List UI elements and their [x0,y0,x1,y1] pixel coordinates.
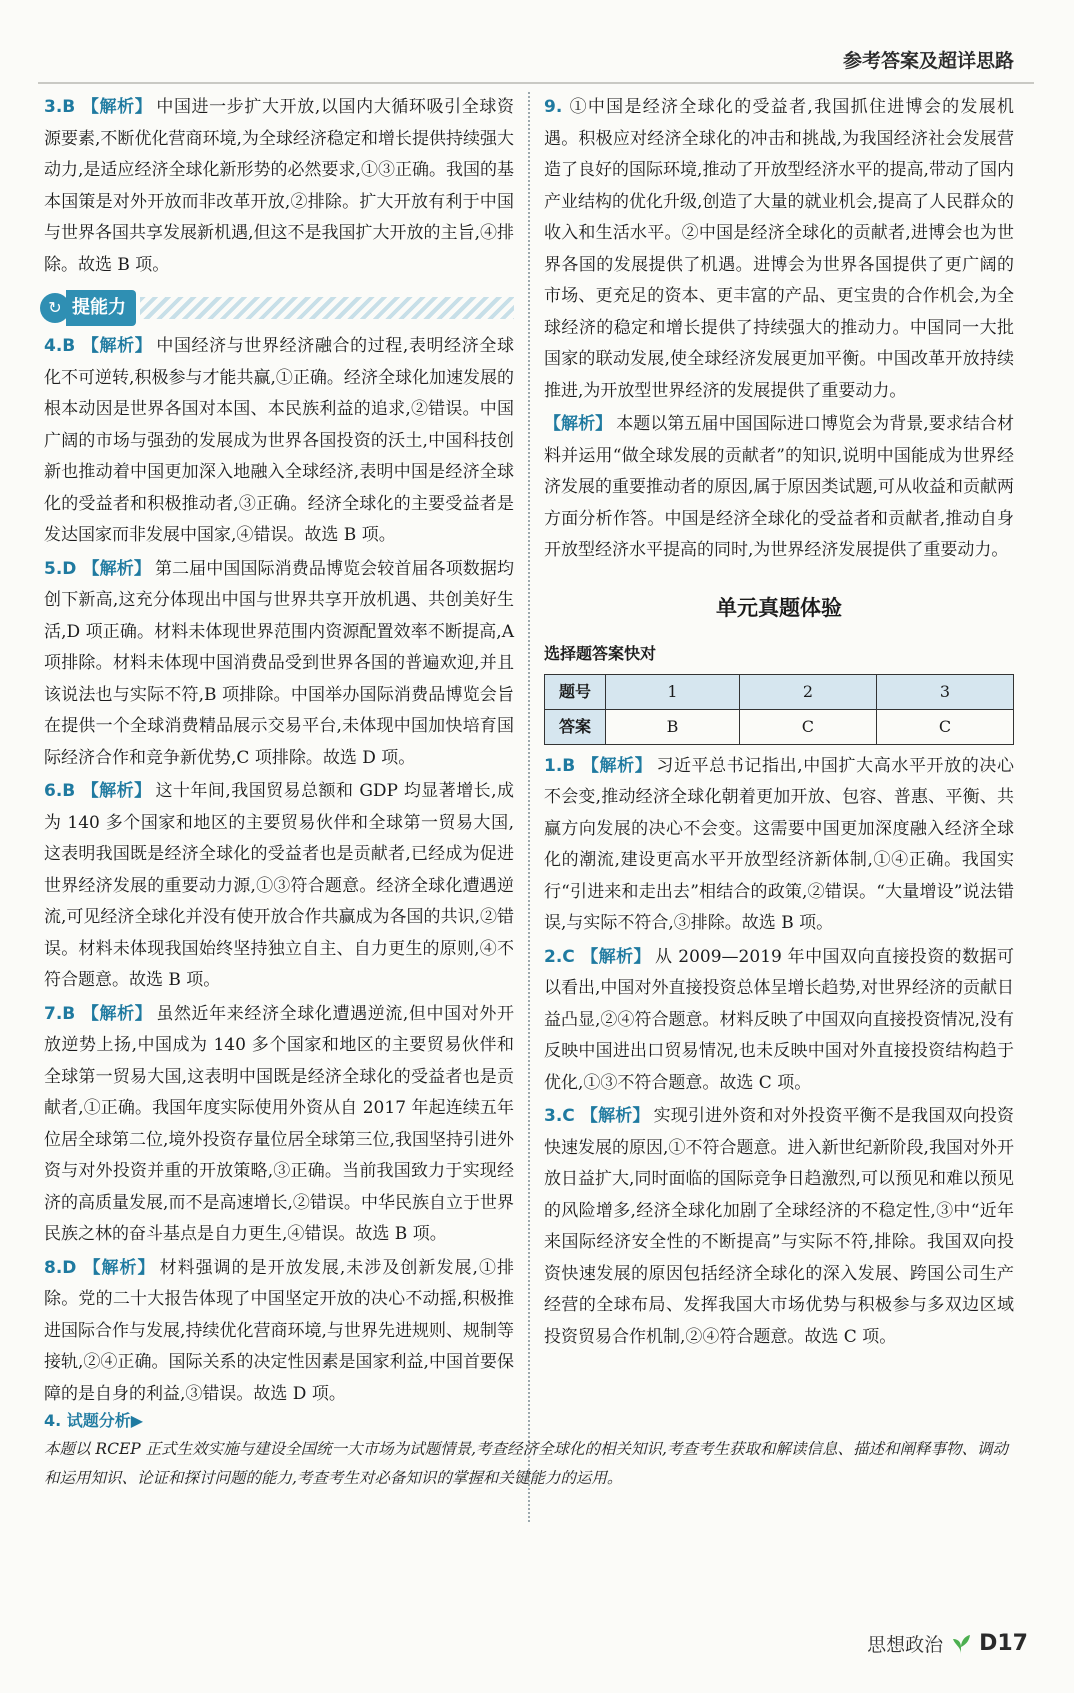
answer-text: 实现引进外资和对外投资平衡不是我国双向投资快速发展的原因,①不符合题意。进入新世纪新阶段,我国对外开放日益扩大,同时面临的国际竞争日趋激烈,可以预见和难以预见的风险增多,经济全球化加剧了全球经济的不稳定性,③中“近年来国际经济安全性的不断提高”与实际不符,排除。我国双向投资快速发展的原因包括经济全球化的深入发展、跨国公司生产经营的全球布局、发挥我国大市场优势与积极参与多双边区域投资贸易合作机制,②④符合题意。故选 C 项。 [544,1106,1015,1347]
answer-number: 2.C [544,946,575,967]
column-divider [528,92,530,1522]
answer-item-7 [44,999,514,1251]
right-column [544,92,1014,1355]
page-header-title: 参考答案及超详思路 [842,50,1014,72]
answer-text: 这十年间,我国贸易总额和 GDP 均显著增长,成为 140 多个国家和地区的主要贸易伙伴和全球第一贸易大国,这表明我国既是经济全球化的受益者也是贡献者,已经成为促进世界经济发展的重要动力源,①③符合题意。经济全球化遭遇逆流,可见经济全球化并没有使开放合作共赢成为各国的共识,②错误。材料未体现我国始终坚持独立自主、自力更生的原则,④不符合题意。故选 B 项。 [44,781,514,990]
answer-text: 虽然近年来经济全球化遭遇逆流,但中国对外开放逆势上扬,中国成为 140 多个国家和地区的主要贸易伙伴和全球第一贸易大国,这表明中国既是经济全球化的受益者也是贡献者,①正确。我国年度实际使用外资从自 2017 年起连续五年位居全球第二位,境外投资存量位居全球第三位,我国坚持引进外资与对外投资并重的开放策略,③正确。当前我国致力于实现经济的高质量发展,而不是高速增长,②错误。中华民族自立于世界民族之林的奋斗基点是自力更生,④错误。故选 B 项。 [44,1003,515,1244]
page-number: D17 [979,1631,1028,1656]
quick-check-label: 选择题答案快对 [544,644,657,663]
section-label: 提能力 [66,290,136,326]
answer-number: 8.D [44,1257,77,1278]
answer-item-9 [544,92,1014,407]
footer-subject: 思想政治 [867,1634,944,1656]
analysis-text: 本题以第五届中国国际进口博览会为背景,要求结合材料并运用“做全球发展的贡献者”的知识,说明中国能成为世界经济发展的重要推动者的原因,属于原因类试题,可从收益和贡献两方面分析作答。中国是经济全球化的受益者和贡献者,推动自身开放型经济水平提高的同时,为世界经济发展提供了重要动力。 [544,414,1015,560]
analysis-tag: 【解析】 [81,781,152,801]
answer-text: 从 2009—2019 年中国双向直接投资的数据可以看出,中国对外直接投资总体呈增长趋势,对世界经济的贡献日益凸显,②④符合题意。材料反映了中国双向直接投资情况,没有反映中国进出口贸易情况,也未反映中国对外直接投资结构趋于优化,①③不符合题意。故选 C 项。 [544,946,1015,1093]
leaf-icon [951,1633,971,1655]
answer-text: 中国经济与世界经济融合的过程,表明经济全球化不可逆转,积极参与才能共赢,①正确。经济全球化加速发展的根本动因是世界各国对本国、本民族利益的追求,②错误。中国广阔的市场与强劲的发展成为世界各国投资的沃土,中国科技创新也推动着中国更加深入地融入全球经济,表明中国是经济全球化的受益者和积极推动者,③正确。经济全球化的主要受益者是发达国家而非发展中国家,④错误。故选 B 项。 [44,336,515,545]
row-header-number: 题号 [545,674,606,709]
answer-item-4 [44,331,514,552]
analysis-tag: 【解析】 [580,1106,650,1126]
answer-number: 3.C [544,1106,575,1126]
table-row [545,709,1014,744]
analysis-title: 4. 试题分析▶ [44,1411,144,1430]
answer-item-6 [44,776,514,997]
answer-text: 材料强调的是开放发展,未涉及创新发展,①排除。党的二十大报告体现了中国坚定开放的决心不动摇,积极推进国际合作与发展,持续优化营商环境,与世界先进规则、规制等接轨,②④正确。国际关系的决定性因素是国家利益,中国首要保障的是自身的利益,③错误。故选 D 项。 [44,1257,514,1404]
answer-number: 6.B [44,781,76,801]
table-row [545,674,1014,709]
question-analysis-block [44,1406,1014,1493]
answer-number: 1.B [544,755,576,776]
analysis-tag: 【解析】 [81,1003,153,1024]
analysis-tag: 【解析】 [81,97,153,117]
analysis-tag: 【解析】 [82,1257,156,1278]
answer-text: 中国进一步扩大开放,以国内大循环吸引全球资源要素,不断优化营商环境,为全球经济稳定和增长提供持续强大动力,是适应经济全球化新形势的必然要求,①③正确。我国的基本国策是对外开放而非改革开放,②排除。扩大开放有利于中国与世界各国共享发展新机遇,但这不是我国扩大开放的主旨,④排除。故选 B 项。 [44,97,515,275]
answer-table [544,674,1014,745]
analysis-tag: 【解析】 [81,336,153,356]
answer-text: ①中国是经济全球化的受益者,我国抓住进博会的发展机遇。积极应对经济全球化的冲击和挑战,为我国经济社会发展营造了良好的国际环境,推动了开放型经济水平的提高,带动了国内产业结构的优化升级,创造了大量的就业机会,提高了人民群众的收入和生活水平。②中国是经济全球化的贡献者,进博会也为世界各国的发展提供了机遇。进博会为世界各国提供了更广阔的市场、更充足的资本、更丰富的产品、更宝贵的合作机会,为全球经济的稳定和增长提供了持续强大的推动力。中国同一大批国家的联动发展,使全球经济发展更加平衡。中国改革开放持续推进,为开放型世界经济的发展提供了重要动力。 [544,97,1014,401]
real-question-2 [544,942,1014,1100]
answer-number: 7.B [44,1003,76,1024]
answer-item-5 [44,554,514,775]
answer-number: 5.D [44,558,77,579]
unit-title: 单元真题体验 [716,595,842,620]
analysis-tag: 【解析】 [544,414,613,434]
answer-number: 9. [544,97,563,117]
answer-item-9-analysis [544,409,1014,567]
answer-item-3 [44,92,514,281]
table-cell: 2 [739,674,876,709]
answer-number: 3.B [44,97,76,117]
real-question-3 [544,1101,1014,1353]
analysis-body: 本题以 RCEP 正式生效实施与建设全国统一大市场为试题情景,考查经济全球化的相关知识,考查考生获取和解读信息、描述和阐释事物、调动和运用知识、论证和探讨问题的能力,考查考生对必备知识的掌握和关键能力的运用。 [44,1440,1008,1487]
real-question-1 [544,751,1014,940]
analysis-tag: 【解析】 [580,946,651,967]
analysis-tag: 【解析】 [581,755,653,776]
table-cell: 1 [606,674,740,709]
header-divider [38,82,1034,84]
answer-number: 4.B [44,336,76,356]
answer-text: 习近平总书记指出,中国扩大高水平开放的决心不会变,推动经济全球化朝着更加开放、包容、普惠、平衡、共赢方向发展的决心不会变。这需要中国更加深度融入经济全球化的潮流,建设更高水平开放型经济新体制,①④正确。我国实行“引进来和走出去”相结合的政策,②错误。“大量增设”说法错误,与实际不符合,③排除。故选 B 项。 [544,755,1015,933]
row-header-answer: 答案 [545,709,606,744]
table-cell: B [606,709,740,744]
table-cell: 3 [876,674,1013,709]
page-footer [867,1630,1028,1657]
answer-item-8 [44,1253,514,1411]
answer-text: 第二届中国国际消费品博览会较首届各项数据均创下新高,这充分体现出中国与世界共享开放机遇、共创美好生活,D 项正确。材料未体现世界范围内资源配置效率不断提高,A 项排除。材料未体现中国消费品受到世界各国的普遍欢迎,并且该说法也与实际不符,B 项排除。中国举办国际消费品博览会旨在提供一个全球消费精品展示交易平台,未体现中国加快培育国际经济合作和竞争新优势,C 项排除。故选 D 项。 [44,558,515,768]
left-column [44,92,514,1412]
refresh-icon: ↻ [40,293,70,323]
table-cell: C [739,709,876,744]
section-banner-tinengli [40,291,514,325]
table-cell: C [876,709,1013,744]
analysis-tag: 【解析】 [82,558,151,579]
banner-stripes [140,297,514,319]
